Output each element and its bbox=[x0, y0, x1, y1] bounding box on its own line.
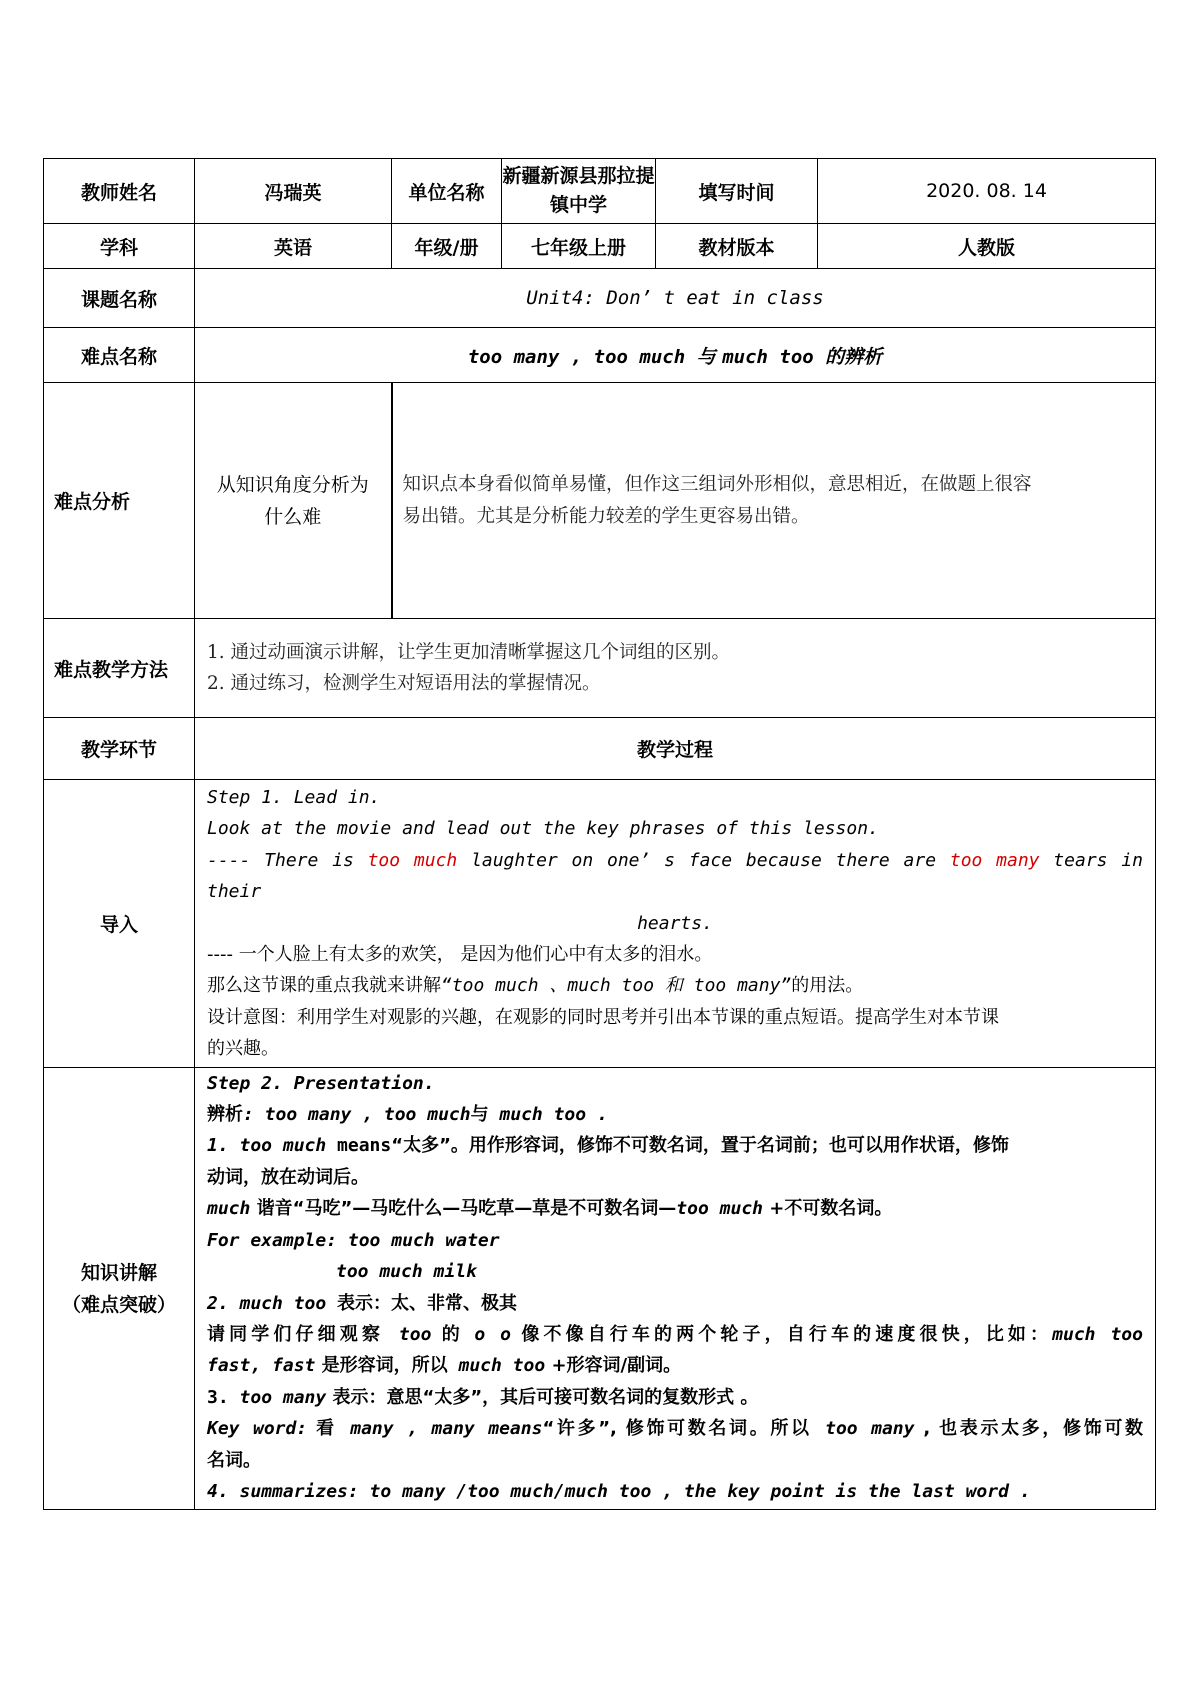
intro-quote-end: hearts. bbox=[637, 912, 713, 934]
knowledge-compare bbox=[207, 1099, 1143, 1130]
knowledge-p6: 4. summarizes: to many /too much/much too , the key point is the last word . bbox=[207, 1480, 1031, 1502]
knowledge-p5-e: , 修饰可数名词。所以 bbox=[610, 1418, 812, 1440]
difficulty-value-en: too many , too much bbox=[467, 345, 697, 368]
knowledge-p1-b: means bbox=[337, 1135, 392, 1157]
intro-focus-c: 的用法。 bbox=[791, 975, 864, 997]
knowledge-content bbox=[195, 1067, 1156, 1510]
knowledge-mnemonic-a: much bbox=[207, 1198, 251, 1220]
knowledge-mnemonic-b: 谐音“马吃”—马吃什么—马吃草—草是不可数名词— bbox=[250, 1198, 677, 1220]
method-item-2: 2. 通过练习，检测学生对短语用法的掌握情况。 bbox=[207, 673, 601, 694]
method-item-1: 1. 通过动画演示讲解，让学生更加清晰掌握这几个词组的区别。 bbox=[207, 641, 731, 663]
grade-value: 七年级上册 bbox=[502, 224, 656, 269]
knowledge-p3-line2-a: fast, fast bbox=[207, 1355, 316, 1377]
intro-look: Look at the movie and lead out the key phrases of this lesson. bbox=[207, 818, 879, 840]
knowledge-p5-f: too many bbox=[811, 1418, 915, 1440]
intro-design-line2: 的兴趣。 bbox=[207, 1038, 279, 1060]
analysis-text bbox=[392, 383, 1156, 619]
analysis-text-line2: 易出错。尤其是分析能力较差的学生更容易出错。 bbox=[402, 505, 810, 527]
difficulty-value-mid: 与 bbox=[696, 345, 723, 368]
knowledge-p1-line2: 动词，放在动词后。 bbox=[207, 1166, 369, 1188]
difficulty-label: 难点名称 bbox=[44, 328, 195, 383]
subject-value: 英语 bbox=[195, 224, 392, 269]
knowledge-p4-c: 表示：意思“太多”，其后可接可数名词的复数形式 。 bbox=[326, 1386, 759, 1408]
knowledge-p1-a: 1. too much bbox=[207, 1135, 338, 1157]
analysis-row bbox=[44, 383, 1156, 619]
intro-focus bbox=[207, 970, 1143, 1001]
knowledge-label bbox=[44, 1067, 195, 1510]
analysis-sub-label bbox=[195, 383, 392, 619]
process-label: 教学环节 bbox=[44, 718, 195, 780]
knowledge-p5 bbox=[207, 1413, 1143, 1444]
unit-name-line1: 新疆新源县那拉提 bbox=[502, 165, 655, 187]
topic-row bbox=[44, 269, 1156, 328]
knowledge-example-2: too much milk bbox=[336, 1261, 477, 1283]
edition-value: 人教版 bbox=[818, 224, 1156, 269]
knowledge-compare-mid: 与 bbox=[470, 1104, 489, 1126]
intro-zh-line: ---- 一个人脸上有太多的欢笑， 是因为他们心中有太多的泪水。 bbox=[207, 944, 713, 966]
analysis-label: 难点分析 bbox=[44, 383, 195, 619]
difficulty-value bbox=[195, 328, 1156, 383]
header-row-2 bbox=[44, 224, 1156, 269]
edition-label: 教材版本 bbox=[656, 224, 818, 269]
knowledge-p5-g: , 也表示太多，修饰可数 bbox=[914, 1418, 1143, 1440]
knowledge-p3-c: 的 bbox=[431, 1323, 475, 1345]
knowledge-p3 bbox=[207, 1319, 1143, 1350]
knowledge-compare-zh: 辨析 bbox=[207, 1104, 243, 1126]
knowledge-p2-b: 表示：太、非常、极其 bbox=[337, 1292, 518, 1314]
unit-name-line2: 镇中学 bbox=[549, 194, 607, 216]
knowledge-p5-d: “许多” bbox=[542, 1418, 611, 1440]
method-label: 难点教学方法 bbox=[44, 619, 195, 718]
knowledge-row bbox=[44, 1067, 1156, 1510]
knowledge-p3-line2-c: much too bbox=[447, 1355, 546, 1377]
lesson-plan-table bbox=[43, 158, 1156, 1510]
intro-label: 导入 bbox=[44, 780, 195, 1068]
unit-label: 单位名称 bbox=[392, 159, 502, 224]
date-label: 填写时间 bbox=[656, 159, 818, 224]
knowledge-mnemonic bbox=[207, 1193, 1143, 1224]
knowledge-mnemonic-d: +不可数名词。 bbox=[763, 1198, 893, 1220]
intro-quote-red1: too much bbox=[367, 849, 458, 871]
knowledge-p3-line2 bbox=[207, 1350, 1143, 1381]
intro-quote-c: tears in their bbox=[207, 849, 1143, 903]
knowledge-p4-a: 3. bbox=[207, 1386, 240, 1408]
knowledge-step: Step 2. Presentation. bbox=[207, 1072, 435, 1094]
intro-quote bbox=[207, 845, 1143, 908]
knowledge-p3-e: 像不像自行车的两个轮子，自行车的速度很快，比如： bbox=[510, 1323, 1053, 1345]
knowledge-p2 bbox=[207, 1288, 1143, 1319]
subject-label: 学科 bbox=[44, 224, 195, 269]
analysis-sub-label-line2: 什么难 bbox=[264, 506, 322, 528]
knowledge-p3-line2-b: 是形容词，所以 bbox=[315, 1355, 448, 1377]
intro-quote-red2: too many bbox=[949, 849, 1040, 871]
header-row-1 bbox=[44, 159, 1156, 224]
process-row bbox=[44, 718, 1156, 780]
difficulty-row bbox=[44, 328, 1156, 383]
intro-focus-b: “too much 、much too 和 too many” bbox=[441, 975, 792, 997]
knowledge-p3-d: o o bbox=[474, 1323, 511, 1345]
difficulty-value-zh: 的辨析 bbox=[825, 345, 883, 368]
knowledge-p3-f: much too bbox=[1052, 1323, 1143, 1345]
intro-step: Step 1. Lead in. bbox=[207, 787, 381, 808]
intro-focus-a: 那么这节课的重点我就来讲解 bbox=[207, 975, 441, 997]
process-value: 教学过程 bbox=[195, 718, 1156, 780]
knowledge-p5-c: many , many means bbox=[336, 1418, 543, 1440]
knowledge-compare-en: : too many , too much bbox=[243, 1104, 471, 1126]
teacher-label: 教师姓名 bbox=[44, 159, 195, 224]
topic-value: Unit4: Don’ t eat in class bbox=[195, 269, 1156, 328]
teacher-name: 冯瑞英 bbox=[195, 159, 392, 224]
analysis-sub-label-line1: 从知识角度分析为 bbox=[216, 474, 369, 496]
knowledge-p2-a: 2. much too bbox=[207, 1292, 338, 1314]
knowledge-p5-b: 看 bbox=[307, 1418, 337, 1440]
difficulty-value-en2: much too bbox=[722, 345, 826, 368]
analysis-text-line1: 知识点本身看似简单易懂，但作这三组词外形相似，意思相近，在做题上很容 bbox=[402, 474, 1032, 495]
knowledge-p5-line2: 名词。 bbox=[207, 1449, 261, 1471]
method-list bbox=[195, 619, 1156, 718]
knowledge-p1 bbox=[207, 1130, 1143, 1161]
topic-label: 课题名称 bbox=[44, 269, 195, 328]
method-row bbox=[44, 619, 1156, 718]
knowledge-p4 bbox=[207, 1382, 1143, 1413]
knowledge-label-line2: （难点突破） bbox=[61, 1293, 176, 1316]
knowledge-p3-b: too bbox=[383, 1323, 432, 1345]
knowledge-p3-a: 请同学们仔细观察 bbox=[207, 1323, 384, 1345]
grade-label: 年级/册 bbox=[392, 224, 502, 269]
knowledge-mnemonic-c: too much bbox=[676, 1198, 763, 1220]
intro-design-line1: 设计意图：利用学生对观影的兴趣，在观影的同时思考并引出本节课的重点短语。提高学生对本节课 bbox=[207, 1006, 999, 1028]
intro-quote-a: ---- There is bbox=[207, 849, 368, 871]
date-value: 2020. 08. 14 bbox=[818, 159, 1156, 224]
unit-name bbox=[502, 159, 656, 224]
knowledge-p3-line2-d: +形容词/副词。 bbox=[545, 1355, 682, 1377]
knowledge-example-1: For example: too much water bbox=[207, 1229, 500, 1251]
knowledge-p1-c: “太多”。用作形容词，修饰不可数名词，置于名词前；也可以用作状语，修饰 bbox=[391, 1135, 1009, 1157]
intro-content bbox=[195, 780, 1156, 1068]
intro-quote-b: laughter on one’ s face because there are bbox=[457, 849, 950, 871]
knowledge-label-line1: 知识讲解 bbox=[80, 1261, 157, 1284]
knowledge-compare-en2: much too . bbox=[488, 1104, 608, 1126]
intro-row bbox=[44, 780, 1156, 1068]
knowledge-p4-b: too many bbox=[239, 1386, 327, 1408]
knowledge-p5-a: Key word: bbox=[207, 1418, 308, 1440]
